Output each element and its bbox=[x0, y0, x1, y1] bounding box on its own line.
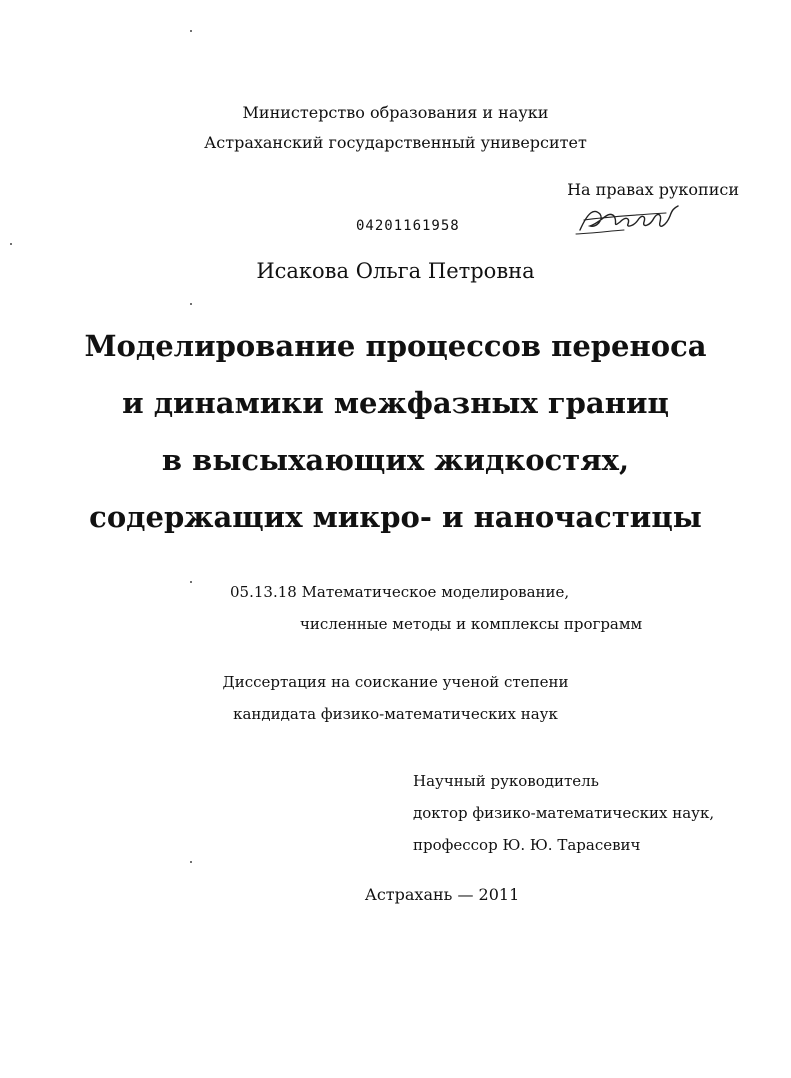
signature bbox=[574, 200, 684, 240]
dissertation-degree: кандидата физико-математических наук bbox=[233, 705, 558, 723]
document-code: 04201161958 bbox=[356, 218, 460, 234]
specialty-code: 05.13.18 Математическое моделирование, bbox=[230, 583, 570, 601]
city-year: Астрахань — 2011 bbox=[364, 885, 520, 904]
scan-speck bbox=[190, 30, 192, 32]
rights-note: На правах рукописи bbox=[567, 180, 739, 199]
advisor-role: Научный руководитель bbox=[413, 772, 599, 790]
dissertation-line: Диссертация на соискание ученой степени bbox=[222, 673, 569, 691]
scan-speck bbox=[190, 581, 192, 583]
ministry-heading: Министерство образования и науки bbox=[242, 103, 549, 122]
title-line: Моделирование процессов переноса bbox=[84, 329, 707, 363]
author-name: Исакова Ольга Петровна bbox=[256, 259, 535, 283]
scan-speck bbox=[10, 243, 12, 245]
title-line: в высыхающих жидкостях, bbox=[161, 443, 630, 477]
advisor-name: профессор Ю. Ю. Тарасевич bbox=[413, 836, 641, 854]
advisor-degree: доктор физико-математических наук, bbox=[413, 804, 715, 822]
university-heading: Астраханский государственный университет bbox=[204, 133, 587, 152]
scan-speck bbox=[190, 861, 192, 863]
title-line: и динамики межфазных границ bbox=[122, 386, 669, 420]
title-line: содержащих микро- и наночастицы bbox=[89, 500, 702, 534]
scan-speck bbox=[190, 303, 192, 305]
specialty-continuation: численные методы и комплексы программ bbox=[300, 615, 643, 633]
